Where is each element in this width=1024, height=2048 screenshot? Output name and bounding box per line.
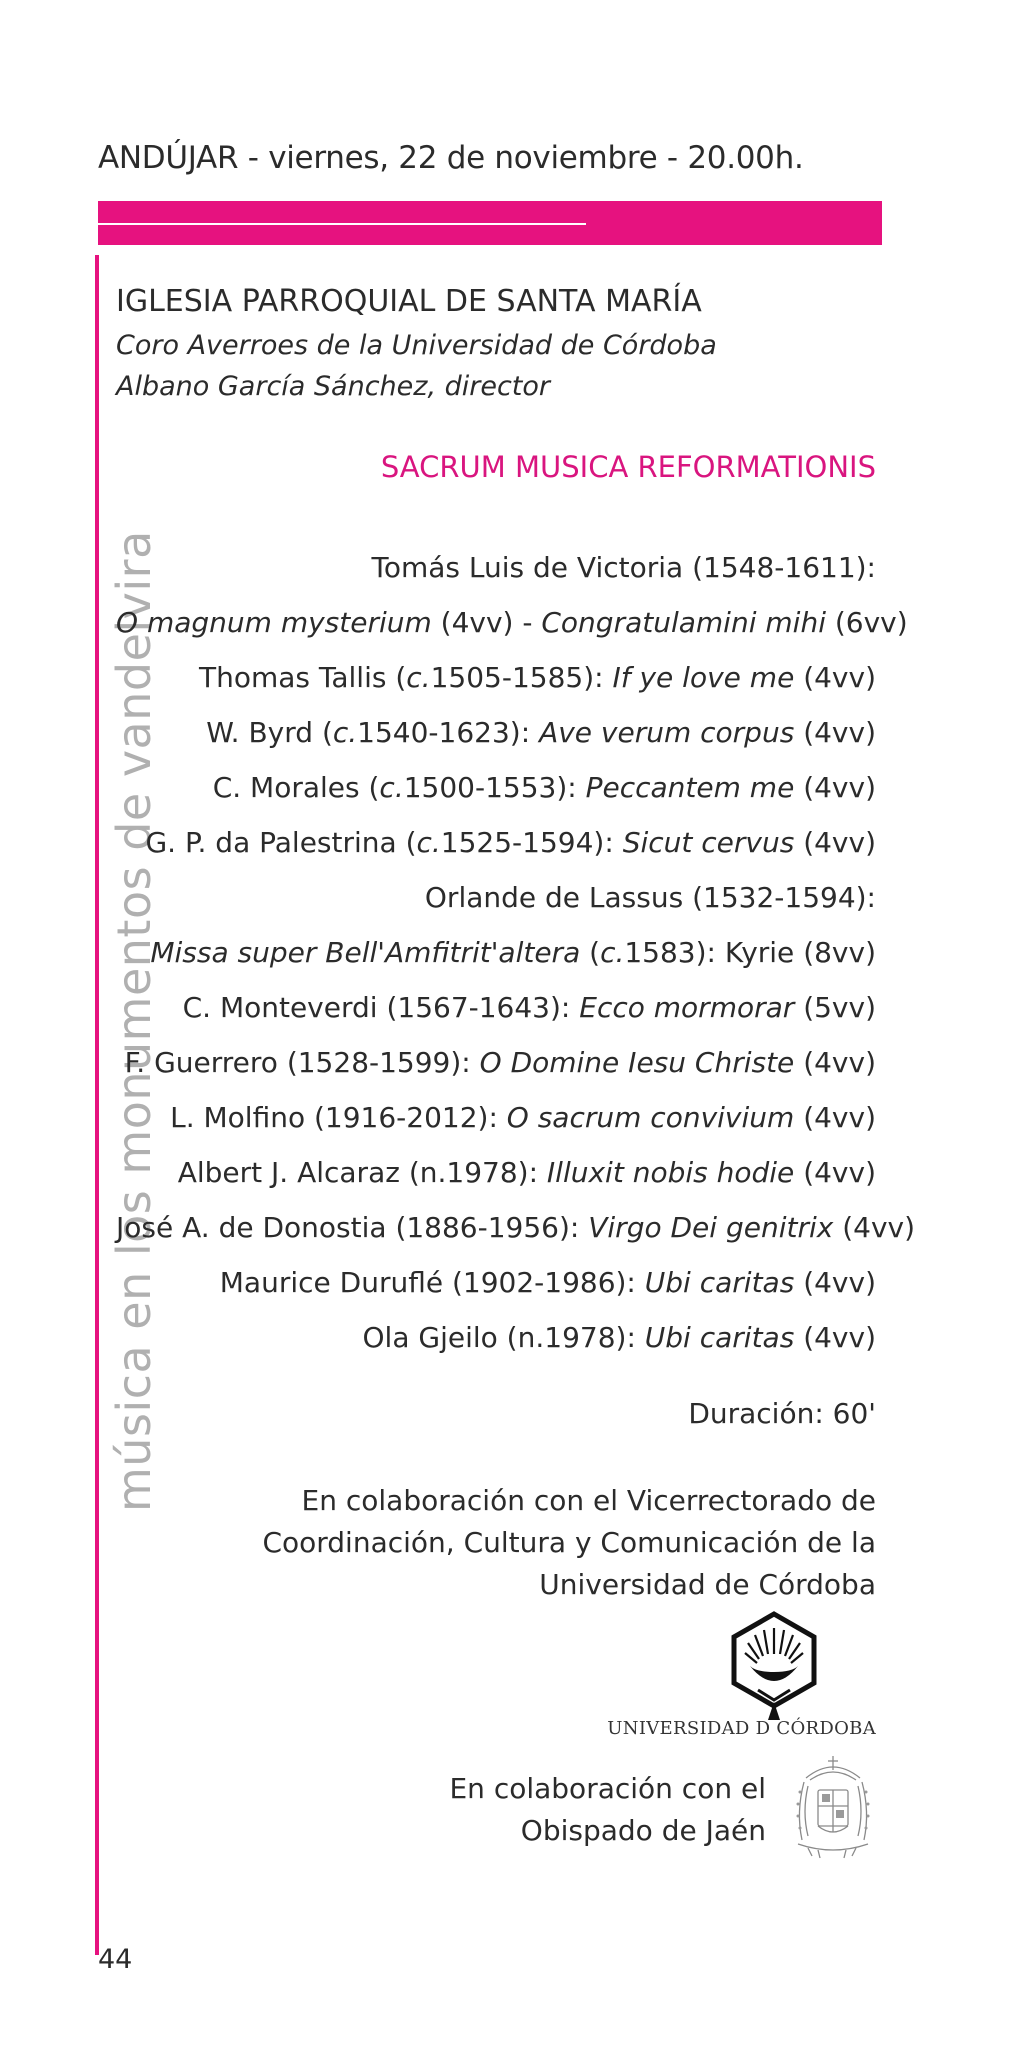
program-line: Ola Gjeilo (n.1978): Ubi caritas (4vv) (362, 1321, 876, 1354)
uco-collaboration-line: Coordinación, Cultura y Comunicación de la (262, 1526, 876, 1559)
series-vertical-title: música en los monumentos de vandelvira (107, 530, 161, 1512)
jaen-collaboration-line: Obispado de Jaén (520, 1814, 766, 1847)
program-line: José A. de Donostia (1886-1956): Virgo Dei genitrix (4vv) (116, 1211, 916, 1244)
program-line: Missa super Bell'Amfitrit'altera (c.1583): Kyrie (8vv) (150, 936, 876, 969)
program-line: F. Guerrero (1528-1599): O Domine Iesu Christe (4vv) (124, 1046, 876, 1079)
program-line: L. Molfino (1916-2012): O sacrum convivium (4vv) (170, 1101, 876, 1134)
program-line: C. Morales (c.1500-1553): Peccantem me (4vv) (212, 771, 876, 804)
duration-text: Duración: 60' (688, 1397, 876, 1430)
jaen-collaboration-line: En colaboración con el (449, 1772, 766, 1805)
program-line: Orlande de Lassus (1532-1594): (424, 881, 876, 914)
header-accent-bar (98, 201, 882, 245)
university-cordoba-wordmark: UNIVERSIDAD D CÓRDOBA (607, 1718, 876, 1739)
header-accent-divider (98, 223, 586, 225)
event-date-line: ANDÚJAR - viernes, 22 de noviembre - 20.00h. (98, 140, 804, 176)
program-line: W. Byrd (c.1540-1623): Ave verum corpus (4vv) (206, 716, 876, 749)
venue-name: IGLESIA PARROQUIAL DE SANTA MARÍA (116, 284, 702, 319)
jaen-collaboration-text (449, 1768, 766, 1852)
program-title: SACRUM MUSICA REFORMATIONIS (380, 450, 876, 484)
uco-collaboration-line: Universidad de Córdoba (539, 1568, 876, 1601)
program-line: Maurice Duruflé (1902-1986): Ubi caritas (4vv) (219, 1266, 876, 1299)
program-line: C. Monteverdi (1567-1643): Ecco mormorar (5vv) (182, 991, 876, 1024)
uco-collaboration-text (262, 1480, 876, 1606)
left-accent-rule (95, 255, 99, 1955)
university-cordoba-logo-icon (728, 1610, 820, 1725)
ensemble-name: Coro Averroes de la Universidad de Córdoba (116, 330, 717, 361)
page-number: 44 (98, 1944, 133, 1975)
program-line: Tomás Luis de Victoria (1548-1611): (371, 551, 876, 584)
program-line: G. P. da Palestrina (c.1525-1594): Sicut cervus (4vv) (145, 826, 876, 859)
program-line: O magnum mysterium (4vv) - Congratulamini mihi (6vv) (116, 606, 908, 639)
program-line: Thomas Tallis (c.1505-1585): If ye love me (4vv) (199, 661, 876, 694)
program-line: Albert J. Alcaraz (n.1978): Illuxit nobis hodie (4vv) (177, 1156, 876, 1189)
program-list (116, 540, 916, 1365)
bishopric-jaen-seal-icon (788, 1752, 878, 1862)
director-name: Albano García Sánchez, director (116, 371, 551, 402)
uco-collaboration-line: En colaboración con el Vicerrectorado de (301, 1484, 876, 1517)
